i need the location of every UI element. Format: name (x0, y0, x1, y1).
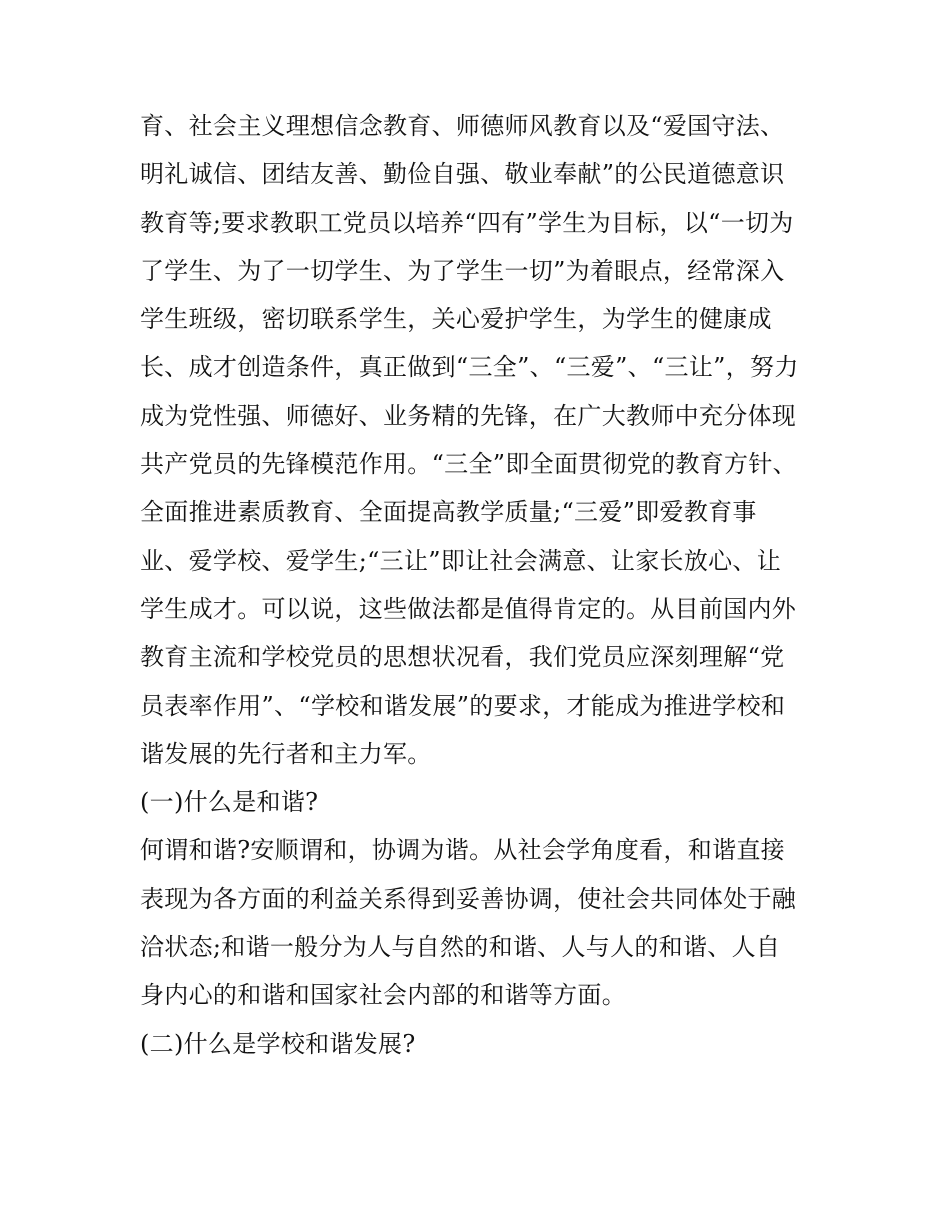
body-text (140, 102, 820, 1068)
text-line: 共产党员的先锋模范作用。“三全”即全面贯彻党的教育方针、 (140, 450, 797, 479)
text-line: 业、爱学校、爱学生;“三让”即让社会满意、让家长放心、让 (140, 546, 782, 575)
text-line: 学生班级，密切联系学生，关心爱护学生，为学生的健康成 (140, 305, 772, 334)
text-line: 教育主流和学校党员的思想状况看，我们党员应深刻理解“党 (140, 643, 785, 672)
text-line: 学生成才。可以说，这些做法都是值得肯定的。从目前国内外 (140, 594, 797, 623)
text-line: 表现为各方面的利益关系得到妥善协调，使社会共同体处于融 (140, 884, 797, 913)
text-line: 明礼诚信、团结友善、勤俭自强、敬业奉献”的公民道德意识 (140, 160, 785, 189)
text-line: 育、社会主义理想信念教育、师德师风教育以及“爱国守法、 (140, 112, 785, 140)
section-heading: (一)什么是和谐? (140, 788, 319, 817)
text-line: 身内心的和谐和国家社会内部的和谐等方面。 (140, 981, 626, 1010)
text-line: 了学生、为了一切学生、为了学生一切”为着眼点，经常深入 (140, 256, 785, 285)
text-line: 洽状态;和谐一般分为人与自然的和谐、人与人的和谐、人自 (140, 933, 781, 962)
text-line: 员表率作用”、“学校和谐发展”的要求，才能成为推进学校和 (140, 691, 786, 720)
text-line: 长、成才创造条件，真正做到“三全”、“三爱”、“三让”，努力 (140, 353, 799, 382)
text-line: 谐发展的先行者和主力军。 (140, 739, 432, 768)
text-line: 全面推进素质教育、全面提高教学质量;“三爱”即爱教育事 (140, 498, 757, 527)
text-line: 何谓和谐?安顺谓和，协调为谐。从社会学角度看，和谐直接 (140, 836, 785, 865)
section-heading: (二)什么是学校和谐发展? (140, 1029, 416, 1058)
text-line: 成为党性强、师德好、业务精的先锋，在广大教师中充分体现 (140, 401, 797, 430)
text-line: 教育等;要求教职工党员以培养“四有”学生为目标，以“一切为 (140, 208, 794, 237)
